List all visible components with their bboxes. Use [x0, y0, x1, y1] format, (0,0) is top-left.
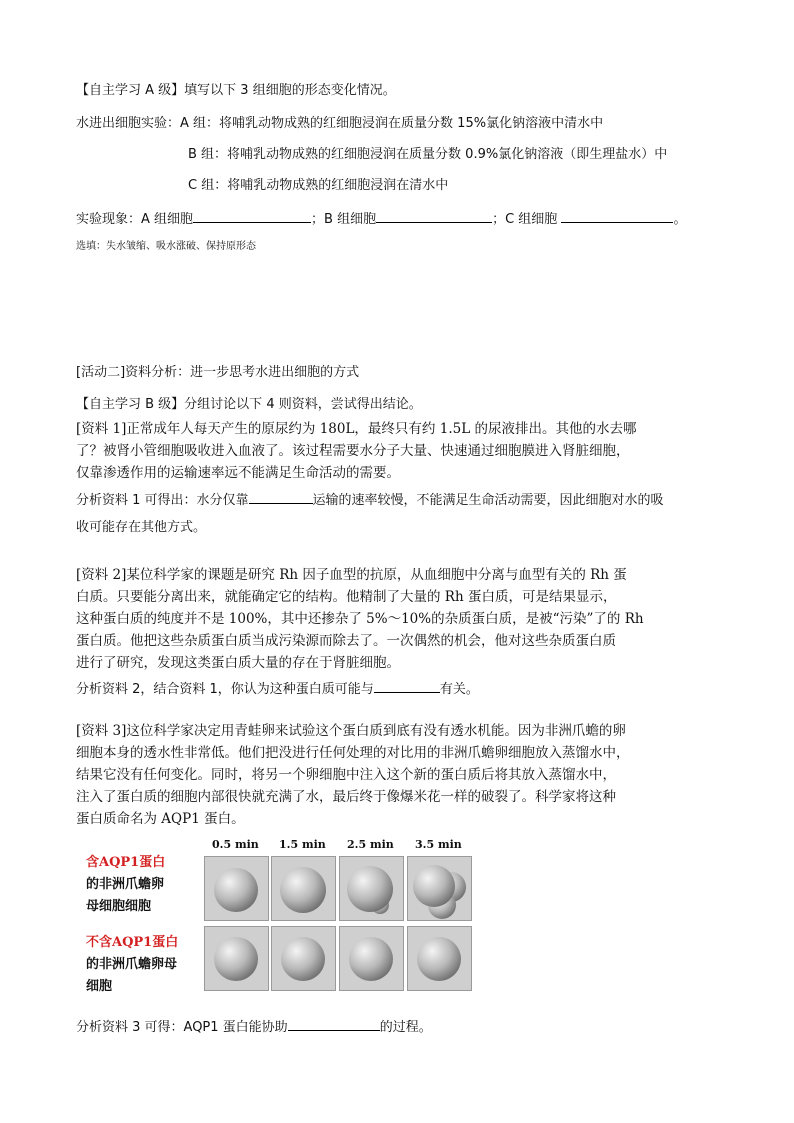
- row2-label-line-1: 不含AQP1蛋白: [86, 935, 179, 950]
- row2-label-line-3: 细胞: [86, 979, 113, 994]
- blank-group-a[interactable]: [193, 208, 311, 223]
- blank-material1[interactable]: [249, 489, 313, 504]
- experiment-group-c: C 组：将哺乳动物成熟的红细胞浸润在清水中: [188, 178, 449, 193]
- time-label-3: 2.5 min: [347, 838, 394, 851]
- time-label-2: 1.5 min: [279, 838, 326, 851]
- material1-line-3: 仅靠渗透作用的运输速率远不能满足生命活动的需要。: [76, 465, 400, 481]
- material3-line-1: [资料 3]这位科学家决定用青蛙卵来试验这个蛋白质到底有没有透水机能。因为非洲爪蟾的卵: [76, 723, 626, 739]
- material2-line-3: 这种蛋白质的纯度并不是 100%，其中还掺杂了 5%～10%的杂质蛋白质，是被“污染”了的 Rh: [76, 611, 644, 627]
- material2-analysis-pre: 分析资料 2，结合资料 1，你认为这种蛋白质可能与: [76, 682, 374, 697]
- cell-with-aqp1-t4: [407, 856, 472, 921]
- material2-analysis: [76, 678, 479, 699]
- cell-without-aqp1-t3: [339, 926, 404, 991]
- material1-line-1: [资料 1]正常成年人每天产生的原尿约为 180L，最终只有约 1.5L 的尿液排出。其他的水去哪: [76, 421, 637, 437]
- blank-material2[interactable]: [374, 678, 440, 693]
- row1-label-line-1: 含AQP1蛋白: [86, 855, 166, 870]
- material3-analysis: [76, 1016, 432, 1037]
- blank-group-b[interactable]: [376, 208, 492, 223]
- material1-analysis-post: 运输的速率较慢，不能满足生命活动需要，因此细胞对水的吸: [312, 493, 664, 508]
- material1-line-2: 了？被肾小管细胞吸收进入血液了。该过程需要水分子大量、快速通过细胞膜进入肾脏细胞，: [76, 443, 630, 459]
- time-label-1: 0.5 min: [212, 838, 259, 851]
- b-level-heading: 【自主学习 B 级】分组讨论以下 4 则资料，尝试得出结论。: [76, 397, 422, 412]
- material3-line-3: 结果它没有任何变化。同时，将另一个卵细胞中注入这个新的蛋白质后将其放入蒸馏水中，: [76, 767, 616, 783]
- cell-with-aqp1-t1: [204, 856, 269, 921]
- material3-analysis-post: 的过程。: [379, 1020, 432, 1035]
- blank-material3[interactable]: [288, 1016, 380, 1031]
- activity2-title: [活动二]资料分析：进一步思考水进出细胞的方式: [76, 365, 360, 380]
- cell-without-aqp1-t1: [204, 926, 269, 991]
- material2-analysis-post: 有关。: [439, 682, 479, 697]
- aqp1-experiment-figure: [86, 838, 666, 994]
- experiment-label: 水进出细胞实验：: [76, 116, 181, 131]
- cell-with-aqp1-t2: [271, 856, 336, 921]
- material3-analysis-pre: 分析资料 3 可得：AQP1 蛋白能协助: [76, 1020, 288, 1035]
- material2-line-1: [资料 2]某位科学家的课题是研究 Rh 因子血型的抗原，从血细胞中分离与血型有关的 Rh 蛋: [76, 567, 627, 583]
- row1-label: [86, 852, 165, 918]
- row1-label-line-3: 母细胞细胞: [86, 899, 152, 914]
- separator-c: ；C 组细胞: [492, 212, 558, 227]
- group-a-text: A 组：将哺乳动物成熟的红细胞浸润在质量分数 15%氯化钠溶液中清水中: [180, 116, 604, 131]
- experiment-group-a: [76, 115, 603, 133]
- row2-label-line-2: 的非洲爪蟾卵母: [86, 957, 178, 972]
- cell-with-aqp1-t3: [339, 856, 404, 921]
- cell-without-aqp1-t2: [271, 926, 336, 991]
- options-hint: 选填：失水皱缩、吸水涨破、保持原形态: [76, 241, 256, 252]
- row2-label: [86, 932, 178, 998]
- time-label-4: 3.5 min: [415, 838, 462, 851]
- material1-analysis-pre: 分析资料 1 可得出：水分仅靠: [76, 493, 249, 508]
- separator-b: ；B 组细胞: [311, 212, 377, 227]
- a-level-heading: 【自主学习 A 级】填写以下 3 组细胞的形态变化情况。: [76, 83, 396, 98]
- phenomenon-end: 。: [673, 212, 687, 227]
- row1-label-line-2: 的非洲爪蟾卵: [86, 877, 165, 892]
- material2-line-4: 蛋白质。他把这些杂质蛋白质当成污染源而除去了。一次偶然的机会，他对这些杂质蛋白质: [76, 633, 616, 649]
- material2-line-5: 进行了研究，发现这类蛋白质大量的存在于肾脏细胞。: [76, 655, 400, 671]
- material3-line-5: 蛋白质命名为 AQP1 蛋白。: [76, 811, 245, 827]
- material1-analysis-cont: 收可能存在其他方式。: [76, 520, 207, 535]
- phenomenon-line: [76, 208, 686, 229]
- material1-analysis: [76, 489, 664, 510]
- experiment-group-b: B 组：将哺乳动物成熟的红细胞浸润在质量分数 0.9%氯化钠溶液（即生理盐水）中: [188, 147, 668, 162]
- material3-line-4: 注入了蛋白质的细胞内部很快就充满了水，最后终于像爆米花一样的破裂了。科学家将这种: [76, 789, 616, 805]
- blank-group-c[interactable]: [561, 208, 673, 223]
- material3-line-2: 细胞本身的透水性非常低。他们把没进行任何处理的对比用的非洲爪蟾卵细胞放入蒸馏水中，: [76, 745, 630, 761]
- phenomenon-label: 实验现象：A 组细胞: [76, 212, 194, 227]
- material2-line-2: 白质。只要能分离出来，就能确定它的结构。他精制了大量的 Rh 蛋白质，可是结果显示，: [76, 589, 617, 605]
- cell-without-aqp1-t4: [407, 926, 472, 991]
